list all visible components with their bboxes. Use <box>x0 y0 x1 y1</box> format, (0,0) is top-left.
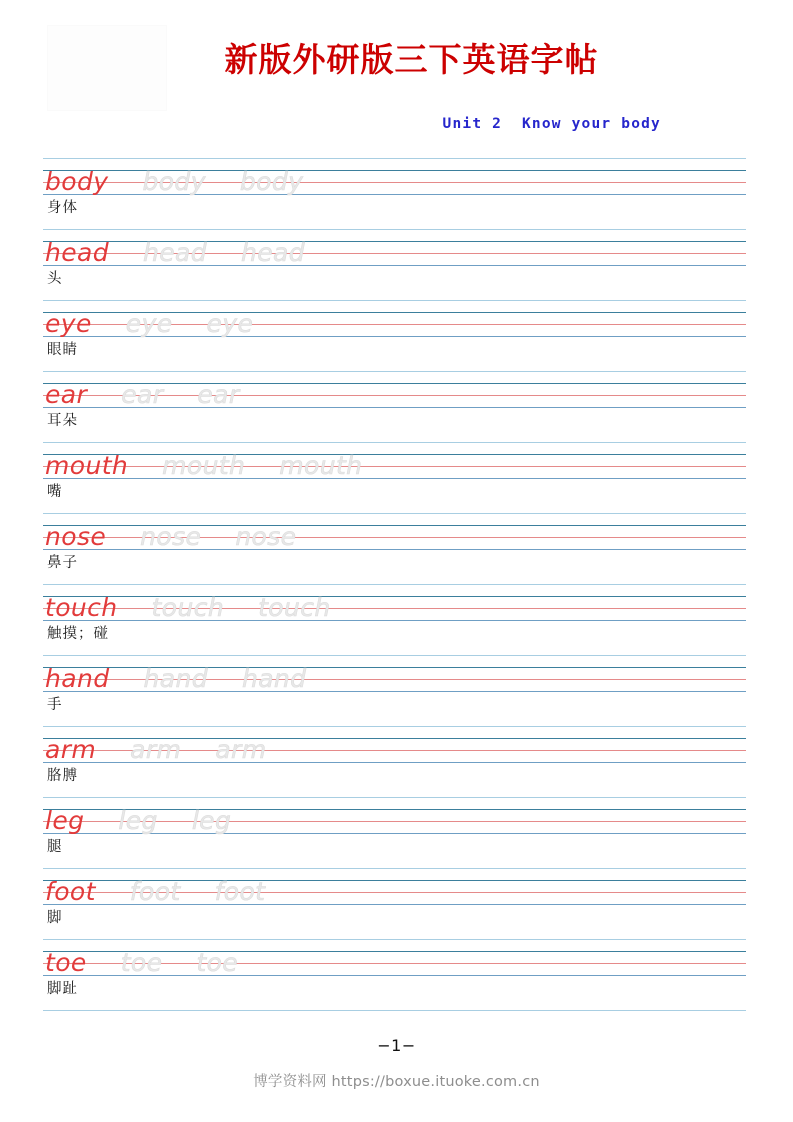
trace-word: mouth <box>279 451 363 480</box>
practice-word-group <box>45 365 240 411</box>
translation-text: 嘴 <box>47 484 63 500</box>
watermark: 博学资料网 https://boxue.ituoke.com.cn <box>253 1074 540 1090</box>
practice-row <box>43 223 746 294</box>
model-word: toe <box>45 948 87 977</box>
model-word: eye <box>45 309 92 338</box>
trace-word: body <box>239 167 304 196</box>
practice-word-group <box>45 507 296 553</box>
translation-text: 触摸；碰 <box>47 626 109 642</box>
practice-row <box>43 862 746 933</box>
practice-row <box>43 507 746 578</box>
translation-text: 胳膊 <box>47 768 78 784</box>
trace-word: toe <box>120 948 163 977</box>
trace-word: mouth <box>162 451 246 480</box>
practice-row <box>43 152 746 223</box>
model-word: arm <box>45 735 97 764</box>
translation-text: 脚 <box>47 910 63 926</box>
translation-text: 腿 <box>47 839 63 855</box>
trace-word: touch <box>258 593 331 622</box>
translation-text: 眼睛 <box>47 342 78 358</box>
trace-word: arm <box>130 735 182 764</box>
trace-word: nose <box>140 522 202 551</box>
handwriting-practice-sheet <box>43 152 746 1004</box>
model-word: nose <box>45 522 107 551</box>
page-number: −1− <box>377 1036 416 1055</box>
practice-word-group <box>45 862 265 908</box>
practice-row <box>43 720 746 791</box>
unit-subtitle: Unit 2 Know your body <box>442 116 661 132</box>
trace-word: body <box>142 167 206 196</box>
trace-word: eye <box>125 309 173 338</box>
practice-row <box>43 933 746 1004</box>
trace-word: touch <box>151 593 225 622</box>
sheet-closing-rule <box>43 1010 746 1011</box>
practice-word-group <box>45 933 238 979</box>
trace-word: hand <box>143 664 208 693</box>
trace-word: eye <box>206 309 254 338</box>
page-title: 新版外研版三下英语字帖 <box>224 40 599 79</box>
practice-row <box>43 294 746 365</box>
trace-word: leg <box>118 806 158 835</box>
trace-word: ear <box>121 380 164 409</box>
page-header <box>0 0 793 108</box>
trace-word: hand <box>241 664 307 693</box>
practice-word-group <box>45 791 231 837</box>
practice-row <box>43 649 746 720</box>
practice-row <box>43 578 746 649</box>
practice-word-group <box>45 720 266 766</box>
model-word: foot <box>45 877 96 906</box>
model-word: mouth <box>45 451 129 480</box>
translation-text: 头 <box>47 271 63 287</box>
practice-row <box>43 791 746 862</box>
trace-word: head <box>241 238 306 267</box>
trace-word: foot <box>129 877 181 906</box>
trace-word: nose <box>235 522 297 551</box>
model-word: leg <box>45 806 85 835</box>
translation-text: 身体 <box>47 200 78 216</box>
model-word: touch <box>45 593 118 622</box>
translation-text: 手 <box>47 697 63 713</box>
model-word: head <box>45 238 110 267</box>
trace-word: foot <box>214 877 266 906</box>
practice-word-group <box>45 223 305 269</box>
translation-text: 脚趾 <box>47 981 78 997</box>
trace-word: toe <box>196 948 239 977</box>
model-word: hand <box>45 664 110 693</box>
practice-row <box>43 436 746 507</box>
practice-word-group <box>45 649 306 695</box>
translation-text: 鼻子 <box>47 555 78 571</box>
trace-word: leg <box>191 806 232 835</box>
trace-word: ear <box>197 380 240 409</box>
practice-word-group <box>45 152 303 198</box>
trace-word: arm <box>215 735 267 764</box>
practice-row <box>43 365 746 436</box>
practice-word-group <box>45 294 253 340</box>
translation-text: 耳朵 <box>47 413 78 429</box>
practice-word-group <box>45 436 362 482</box>
trace-word: head <box>143 238 208 267</box>
practice-word-group <box>45 578 331 624</box>
model-word: body <box>45 167 109 196</box>
model-word: ear <box>45 380 88 409</box>
